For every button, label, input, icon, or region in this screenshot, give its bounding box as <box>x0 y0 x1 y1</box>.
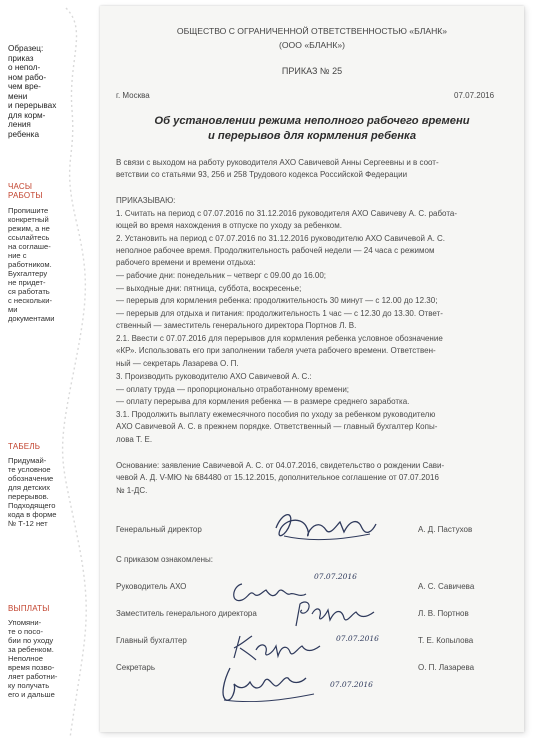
heading-line: ВЫПЛАТЫ <box>8 604 50 613</box>
note-line: Придумай- <box>8 456 47 465</box>
signature-kopylova <box>226 630 326 664</box>
note-line: бии по уходу <box>8 636 54 645</box>
body-line: Основание: заявление Савичевой А. С. от 04.07.2016, свидетельство о рождении Сави- <box>116 461 445 470</box>
order-title-line-1: Об установлении режима неполного рабочего времени <box>154 115 470 127</box>
note-line: Упомяни- <box>8 618 42 627</box>
body-line: 1. Считать на период с 07.07.2016 по 31.12.2016 руководителя АХО Савичеву А. С. работа- <box>116 209 458 218</box>
familiarized-label: С приказом ознакомлены: <box>116 555 213 564</box>
body-line: ный — секретарь Лазарева О. П. <box>116 359 239 368</box>
signer-role: Главный бухгалтер <box>116 636 187 645</box>
note-line: обозначение <box>8 474 54 483</box>
signer-name: Т. Е. Копылова <box>418 636 474 645</box>
note-line: с нескольки- <box>8 296 53 305</box>
body-line: неполное рабочее время. Продолжительность рабочей недели — 24 часа с режимом <box>116 246 435 255</box>
order-date: 07.07.2016 <box>454 91 495 100</box>
sidebar-heading-hours <box>8 182 43 200</box>
body-line: 3.1. Продолжить выплату ежемесячного пособия по уходу за ребенком руководителю <box>116 410 436 419</box>
body-line: рабочего времени и времени отдыха: <box>116 258 256 267</box>
signature-date: 07.07.2016 <box>314 572 357 581</box>
note-line: те условное <box>8 465 51 474</box>
sidebar-intro-line: чем вре- <box>8 82 41 91</box>
sidebar-intro-line: ном рабо- <box>8 72 47 82</box>
note-line: Пропишите <box>8 206 49 215</box>
body-line: — рабочие дни: понедельник – четверг с 09.00 до 16.00; <box>116 271 326 280</box>
signature-portnov <box>290 596 380 630</box>
sidebar-note-payments <box>8 618 64 699</box>
body-line: лова Т. Е. <box>116 435 153 444</box>
director-name: А. Д. Пастухов <box>418 525 473 534</box>
order-number: ПРИКАЗ № 25 <box>281 66 343 76</box>
note-line: время позво- <box>8 663 55 672</box>
body-line: ющей во время нахождения в отпуске по уходу за ребенком. <box>116 221 342 230</box>
org-name: ОБЩЕСТВО С ОГРАНИЧЕННОЙ ОТВЕТСТВЕННОСТЬЮ «БЛАНК» <box>176 26 448 36</box>
sidebar-intro-line: Образец: <box>8 44 44 53</box>
sidebar-heading-timesheet <box>8 442 40 451</box>
sidebar-notes <box>0 0 92 738</box>
signer-name: О. П. Лазарева <box>418 663 475 672</box>
signature-date: 07.07.2016 <box>336 634 379 643</box>
note-line: не придет- <box>8 278 46 287</box>
note-line: конкретный <box>8 215 49 224</box>
signer-name: А. С. Савичева <box>418 582 475 591</box>
body-line: АХО Савичевой А. С. в прежнем порядке. Ответственный — главный бухгалтер Копы- <box>116 422 438 431</box>
signer-role: Секретарь <box>116 663 155 672</box>
heading-line: ТАБЕЛЬ <box>8 442 41 451</box>
note-line: ку получать <box>8 681 50 690</box>
body-line: — перерыв для кормления ребенка: продолжительность 30 минут — с 12.00 до 12.30; <box>116 296 438 305</box>
note-line: Бухгалтеру <box>8 269 48 278</box>
sidebar-heading-payments <box>8 604 50 613</box>
sidebar-note-hours <box>8 206 64 323</box>
body-line: чевой А. Д. V-МЮ № 684480 от 15.12.2015, дополнительное соглашение от 07.07.2016 <box>116 473 439 482</box>
sidebar-intro <box>8 44 64 139</box>
note-line: кода в форме <box>8 510 57 519</box>
dotted-trail-decoration <box>58 0 98 738</box>
body-line: В связи с выходом на работу руководителя АХО Савичевой Анны Сергеевны и в соот- <box>116 158 439 167</box>
note-line: за ребенком. <box>8 645 54 654</box>
note-line: на соглаше- <box>8 242 51 251</box>
sidebar-intro-line: ления <box>8 120 31 129</box>
sidebar-intro-line: ребенка <box>8 129 40 139</box>
body-line: 2. Установить на период с 07.07.2016 по 31.12.2016 руководителю АХО Савичевой А. С. <box>116 234 446 243</box>
body-line: ПРИКАЗЫВАЮ: <box>116 196 176 205</box>
body-line: — выходные дни: пятница, суббота, воскресенье; <box>116 284 302 293</box>
note-line: ние с <box>8 251 27 260</box>
sidebar-intro-line: и перерывах <box>8 101 57 110</box>
body-line: ветствии со статьями 93, 256 и 258 Трудового кодекса Российской Федерации <box>116 170 408 179</box>
note-line: перерывов. <box>8 492 49 501</box>
sidebar-intro-line: мени <box>8 91 28 101</box>
note-line: работником. <box>8 260 52 269</box>
sidebar-intro-line: приказ <box>8 53 34 63</box>
signature-lazareva <box>214 660 324 706</box>
sidebar-note-timesheet <box>8 456 64 528</box>
heading-line: ЧАСЫ <box>8 182 33 191</box>
body-line: «КР». Использовать его при заполнении табеля учета рабочего времени. Ответствен- <box>116 346 436 355</box>
order-document <box>100 6 524 732</box>
director-signature <box>270 506 380 546</box>
body-line: 3. Производить руководителю АХО Савичевой А. С.: <box>116 372 312 381</box>
body-line: № 1-ДС. <box>116 486 148 495</box>
note-line: ляет работни- <box>8 672 58 681</box>
body-line: ственный — заместитель генерального директора Портнов Л. В. <box>116 321 357 330</box>
city: г. Москва <box>116 91 150 100</box>
note-line: режим, а не <box>8 224 50 233</box>
signer-name: Л. В. Портнов <box>418 609 469 618</box>
body-line: — оплату труда — пропорционально отработанному времени; <box>116 385 350 394</box>
note-line: ся работать <box>8 287 50 296</box>
signer-role: Заместитель генерального директора <box>116 609 257 618</box>
note-line: ми документами <box>8 305 55 323</box>
body-line: — оплату перерыва для кормления ребенка — в размере среднего заработка. <box>116 397 410 406</box>
note-line: для детских <box>8 483 51 492</box>
note-line: те о посо- <box>8 627 44 636</box>
org-short-name: (ООО «БЛАНК») <box>279 40 345 50</box>
note-line: ссылайтесь <box>8 233 50 242</box>
body-line: 2.1. Ввести с 07.07.2016 для перерывов для кормления ребенка условное обозначение <box>116 334 443 343</box>
director-label: Генеральный директор <box>116 525 202 534</box>
body-line: — перерыв для отдыха и питания: продолжительность 1 час — с 12.30 до 13.30. Ответ- <box>116 309 443 318</box>
note-line: его и дальше <box>8 690 55 699</box>
note-line: Неполное <box>8 654 43 663</box>
signer-role: Руководитель АХО <box>116 582 187 591</box>
order-title-line-2: и перерывов для кормления ребенка <box>207 130 417 142</box>
heading-line: РАБОТЫ <box>8 191 43 200</box>
note-line: Подходящего <box>8 501 56 510</box>
sidebar-intro-line: о непол- <box>8 63 41 72</box>
sidebar-intro-line: для корм- <box>8 110 46 120</box>
note-line: № Т-12 нет <box>8 519 48 528</box>
signature-date: 07.07.2016 <box>330 680 373 689</box>
